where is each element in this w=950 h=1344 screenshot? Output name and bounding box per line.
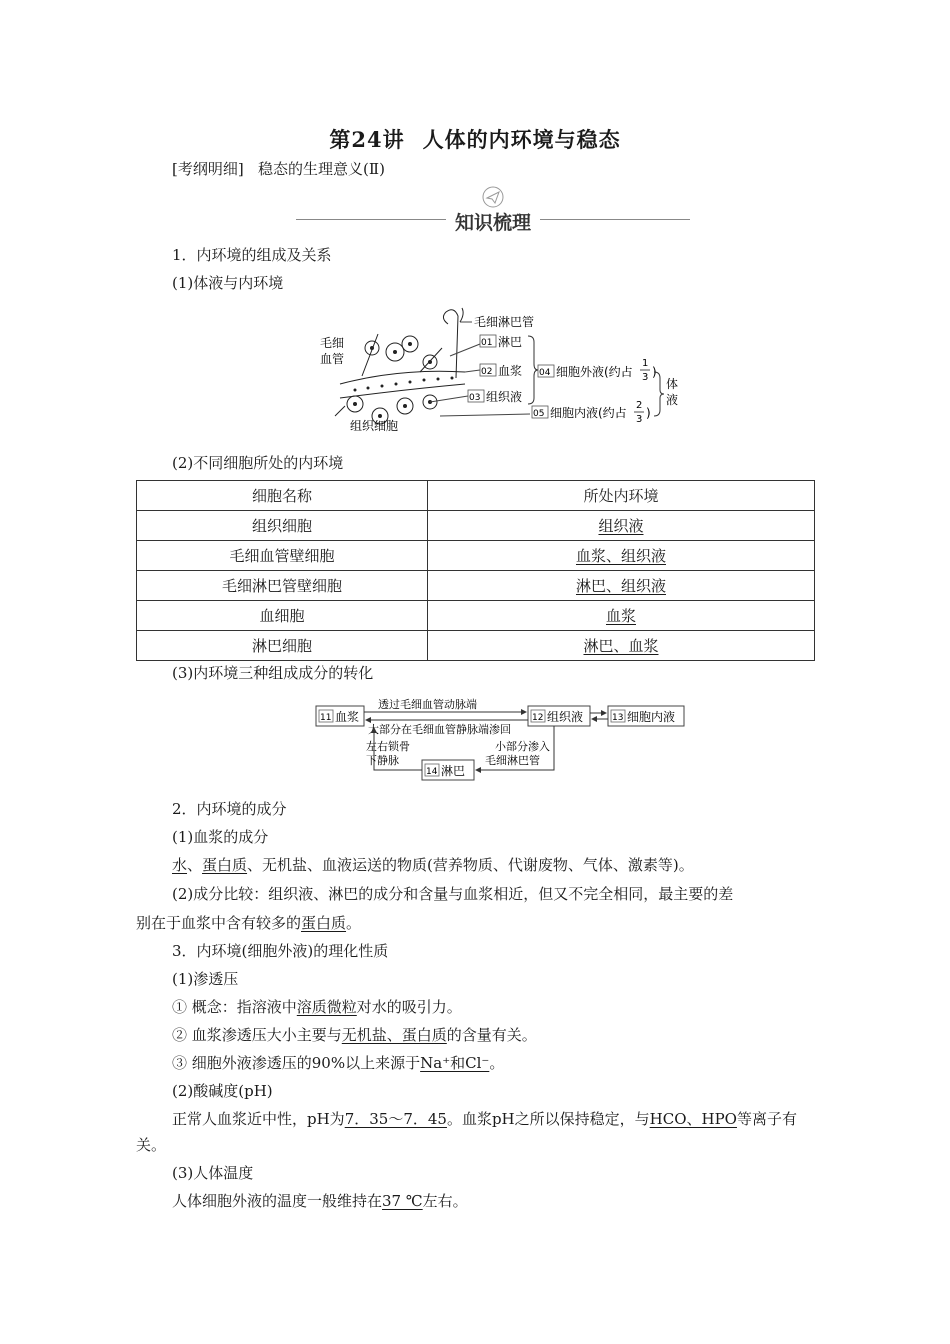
header-rule-right bbox=[540, 219, 690, 220]
label-tissue-cell: 组织细胞 bbox=[350, 419, 399, 433]
exam-outline-label: [考纲明细] bbox=[172, 160, 244, 178]
flow-intracellular: 细胞内液 bbox=[627, 710, 676, 724]
num-05: 05 bbox=[533, 409, 545, 419]
s2-line-a: 水、蛋白质、无机盐、血液运送的物质(营养物质、代谢废物、气体、激素等)。 bbox=[172, 856, 694, 874]
paren-1: ) bbox=[652, 365, 657, 379]
num-03: 03 bbox=[469, 393, 481, 403]
label-intracellular: 细胞内液(约占 bbox=[550, 406, 627, 420]
arrow-top-label: 透过毛细血管动脉端 bbox=[378, 698, 477, 711]
label-capillary-1: 毛细 bbox=[320, 336, 345, 350]
s3-p3: ③ 细胞外液渗透压的90%以上来源于Na⁺和Cl⁻。 bbox=[172, 1054, 505, 1072]
label-body-fluid-1: 体 bbox=[666, 377, 679, 391]
arrow-bottom-label: 大部分在毛细血管静脉端渗回 bbox=[368, 723, 511, 736]
paper-plane-icon bbox=[480, 186, 506, 208]
s1-sub1: (1)体液与内环境 bbox=[172, 274, 284, 292]
table-header: 所处内环境 bbox=[428, 481, 815, 511]
s1-sub3: (3)内环境三种组成成分的转化 bbox=[172, 664, 374, 682]
s1-sub2: (2)不同细胞所处的内环境 bbox=[172, 454, 344, 472]
lecture-topic: 人体的内环境与稳态 bbox=[422, 127, 621, 152]
frac2-den: 3 bbox=[636, 414, 643, 425]
label-plasma: 血浆 bbox=[498, 364, 523, 378]
right-label-2: 毛细淋巴管 bbox=[485, 754, 540, 767]
num-12: 12 bbox=[532, 713, 544, 723]
capillary-wall-bottom bbox=[340, 384, 465, 398]
s3-sub3: (3)人体温度 bbox=[172, 1164, 254, 1182]
table-cell: 组织液 bbox=[428, 511, 815, 541]
num-04: 04 bbox=[539, 368, 551, 378]
table-row bbox=[137, 571, 815, 601]
frac2-num: 2 bbox=[636, 400, 643, 411]
table-cell: 淋巴、组织液 bbox=[428, 571, 815, 601]
s2-line-c: 别在于血浆中含有较多的蛋白质。 bbox=[136, 914, 362, 932]
num-02: 02 bbox=[481, 367, 493, 377]
paren-2: ) bbox=[646, 406, 651, 420]
lecture-number: 第24讲 bbox=[329, 127, 405, 152]
s3-p2: ② 血浆渗透压大小主要与无机盐、蛋白质的含量有关。 bbox=[172, 1026, 537, 1044]
table-cell: 血细胞 bbox=[137, 601, 428, 631]
s3-heading: 3．内环境(细胞外液)的理化性质 bbox=[172, 942, 389, 960]
num-01: 01 bbox=[481, 338, 493, 348]
cell-environment-table bbox=[136, 480, 815, 661]
capillary-wall-top bbox=[340, 371, 465, 384]
s3-sub1: (1)渗透压 bbox=[172, 970, 239, 988]
table-cell: 组织细胞 bbox=[137, 511, 428, 541]
s2-line-b: (2)成分比较：组织液、淋巴的成分和含量与血浆相近，但又不完全相同，最主要的差 bbox=[172, 885, 734, 903]
label-extracellular: 细胞外液(约占 bbox=[556, 365, 633, 379]
table-header: 细胞名称 bbox=[137, 481, 428, 511]
table-row bbox=[137, 541, 815, 571]
label-capillary-2: 血管 bbox=[320, 352, 345, 366]
frac1-num: 1 bbox=[642, 358, 649, 369]
exam-outline bbox=[172, 158, 385, 179]
fluid-conversion-diagram bbox=[310, 692, 690, 784]
flow-plasma: 血浆 bbox=[335, 710, 360, 724]
s2-sub1: (1)血浆的成分 bbox=[172, 828, 269, 846]
blood-dots bbox=[354, 377, 454, 392]
label-body-fluid-2: 液 bbox=[666, 393, 679, 407]
label-lymph: 淋巴 bbox=[498, 335, 523, 349]
page-title bbox=[0, 124, 950, 154]
s3-sub2: (2)酸碱度(pH) bbox=[172, 1082, 273, 1100]
frac1-den: 3 bbox=[642, 372, 649, 383]
table-header-row bbox=[137, 481, 815, 511]
exam-outline-text: 稳态的生理意义(Ⅱ) bbox=[258, 160, 385, 178]
section-header-text: 知识梳理 bbox=[454, 212, 531, 234]
table-cell: 血浆 bbox=[428, 601, 815, 631]
table-cell: 毛细血管壁细胞 bbox=[137, 541, 428, 571]
table-row bbox=[137, 511, 815, 541]
table-cell: 血浆、组织液 bbox=[428, 541, 815, 571]
s2-heading: 2．内环境的成分 bbox=[172, 800, 287, 818]
label-lymph-capillary: 毛细淋巴管 bbox=[474, 315, 535, 329]
left-label-1: 左右锁骨 bbox=[366, 740, 410, 753]
label-tissue-fluid: 组织液 bbox=[486, 390, 523, 404]
body-fluid-diagram bbox=[300, 306, 690, 440]
s3-ph-line: 正常人血浆近中性，pH为7．35～7．45。血浆pH之所以保持稳定，与HCO、HPO等离子有 bbox=[172, 1110, 797, 1128]
flow-tissue-fluid: 组织液 bbox=[547, 710, 584, 724]
num-13: 13 bbox=[612, 713, 624, 723]
s1-heading: 1．内环境的组成及关系 bbox=[172, 246, 332, 264]
s3-ph-end: 关。 bbox=[136, 1136, 167, 1154]
table-row bbox=[137, 631, 815, 661]
table-cell: 毛细淋巴管壁细胞 bbox=[137, 571, 428, 601]
lymph-capillary bbox=[443, 310, 458, 378]
s3-p1: ① 概念：指溶液中溶质微粒对水的吸引力。 bbox=[172, 998, 462, 1016]
flow-lymph: 淋巴 bbox=[441, 764, 466, 778]
left-label-2: 下静脉 bbox=[366, 754, 399, 767]
table-row bbox=[137, 601, 815, 631]
brace-extracellular bbox=[528, 336, 538, 404]
table-cell: 淋巴、血浆 bbox=[428, 631, 815, 661]
num-14: 14 bbox=[426, 767, 438, 777]
num-11: 11 bbox=[320, 713, 332, 723]
s3-temp: 人体细胞外液的温度一般维持在37 ℃左右。 bbox=[172, 1192, 468, 1210]
section-header bbox=[296, 186, 690, 240]
right-label-1: 小部分渗入 bbox=[495, 740, 550, 753]
table-cell: 淋巴细胞 bbox=[137, 631, 428, 661]
